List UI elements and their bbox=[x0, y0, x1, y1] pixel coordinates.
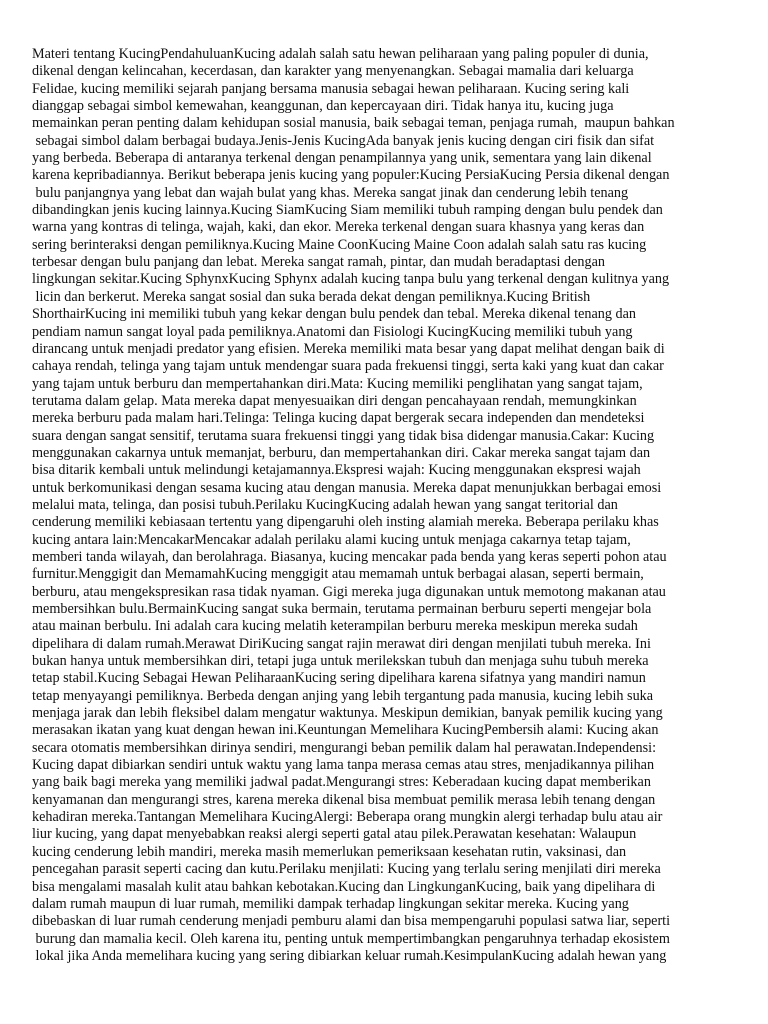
text-line: suara dengan sangat sensitif, terutama suara frekuensi tinggi yang tidak bisa didengar manusia.Cakar: Kucing bbox=[32, 427, 655, 444]
text-line: dirancang untuk menjadi predator yang efisien. Mereka memiliki mata besar yang dapat melihat dengan baik di bbox=[32, 340, 665, 357]
text-line: kehadiran mereka.Tantangan Memelihara KucingAlergi: Beberapa orang mungkin alergi terhadap bulu atau air bbox=[32, 809, 663, 826]
text-line: liur kucing, yang dapat menyebabkan reaksi alergi seperti gatal atau pilek.Perawatan kesehatan: Walaupun bbox=[32, 826, 637, 843]
text-line: memainkan peran penting dalam kehidupan sosial manusia, baik sebagai teman, penjaga rumah, maupun bahkan bbox=[32, 115, 675, 132]
text-line: kucing cenderung lebih mandiri, mereka masih memerlukan pemeriksaan kesehatan rutin, vaksinasi, dan bbox=[32, 843, 627, 860]
text-line: karena kepribadiannya. Berikut beberapa jenis kucing yang populer:Kucing PersiaKucing Persia dikenal dengan bbox=[32, 167, 670, 184]
text-line: tetap menyayangi pemiliknya. Berbeda dengan anjing yang lebih tergantung pada manusia, kucing lebih suka bbox=[32, 687, 654, 704]
text-line: cahaya rendah, telinga yang tajam untuk mendengar suara pada frekuensi tinggi, serta kaki yang kuat dan cakar bbox=[32, 358, 664, 375]
text-line: sering berinteraksi dengan pemiliknya.Kucing Maine CoonKucing Maine Coon adalah salah satu ras kucing bbox=[32, 236, 647, 253]
text-line: dalam rumah maupun di luar rumah, memiliki dampak terhadap lingkungan sekitar mereka. Kucing yang bbox=[32, 895, 629, 912]
text-line: bisa mengalami masalah kulit atau bahkan kebotakan.Kucing dan LingkunganKucing, baik yang dipelihara di bbox=[32, 878, 656, 895]
text-line: licin dan berkerut. Mereka sangat sosial dan suka berada dekat dengan pemiliknya.Kucing British bbox=[32, 288, 591, 305]
text-line: menjaga jarak dan lebih fleksibel dalam mengatur waktunya. Meskipun demikian, banyak pemilik kucing yang bbox=[32, 705, 663, 722]
text-line: memberi tanda wilayah, dan berolahraga. Biasanya, kucing mencakar pada benda yang keras seperti pohon atau bbox=[32, 548, 667, 565]
text-line: tetap stabil.Kucing Sebagai Hewan PeliharaanKucing sering dipelihara karena sifatnya yang mandiri namun bbox=[32, 670, 646, 687]
text-line: warna yang kontras di telinga, wajah, kaki, dan ekor. Mereka terkenal dengan suara khasnya yang keras dan bbox=[32, 219, 645, 236]
text-line: bukan hanya untuk membersihkan diri, tetapi juga untuk merilekskan tubuh dan menjaga suhu tubuh mereka bbox=[32, 653, 649, 670]
text-line: Felidae, kucing memiliki sejarah panjang bersama manusia sebagai hewan peliharaan. Kucing sering kali bbox=[32, 80, 630, 97]
text-line: atau mainan berbulu. Ini adalah cara kucing melatih keterampilan berburu mereka meskipun mereka sudah bbox=[32, 618, 638, 635]
text-line: yang baik bagi mereka yang memiliki jadwal padat.Mengurangi stres: Keberadaan kucing dapat memberikan bbox=[32, 774, 651, 791]
text-line: terbesar dengan bulu panjang dan lebat. Mereka sangat ramah, pintar, dan mudah beradaptasi dengan bbox=[32, 254, 606, 271]
text-line: furnitur.Menggigit dan MemamahKucing menggigit atau memamah untuk berbagai alasan, seperti bermain, bbox=[32, 566, 644, 583]
text-line: melalui mata, telinga, dan posisi tubuh.Perilaku KucingKucing adalah hewan yang sangat teritorial dan bbox=[32, 496, 618, 513]
text-line: Materi tentang KucingPendahuluanKucing adalah salah satu hewan peliharaan yang paling populer di dunia, bbox=[32, 46, 649, 62]
text-line: secara otomatis membersihkan dirinya sendiri, mengurangi beban pemilik dalam hal perawatan.Independensi: bbox=[32, 739, 657, 756]
text-line: dikenal dengan kelincahan, kecerdasan, dan karakter yang menyenangkan. Sebagai mamalia dari keluarga bbox=[32, 63, 634, 80]
text-line: membersihkan bulu.BermainKucing sangat suka bermain, terutama permainan berburu seperti mengejar bola bbox=[32, 601, 652, 617]
text-line: lokal jika Anda memelihara kucing yang sering dibiarkan keluar rumah.KesimpulanKucing adalah hewan yang bbox=[32, 947, 667, 964]
text-line: pencegahan parasit seperti cacing dan kutu.Perilaku menjilati: Kucing yang terlalu sering menjilati diri mereka bbox=[32, 861, 661, 878]
text-line: terutama dalam gelap. Mata mereka dapat menyesuaikan diri dengan pencahayaan rendah, memungkinkan bbox=[32, 392, 637, 409]
text-line: dipelihara di dalam rumah.Merawat DiriKucing sangat rajin merawat diri dengan menjilati tubuh mereka. Ini bbox=[32, 635, 651, 652]
text-line: Kucing dapat dibiarkan sendiri untuk waktu yang lama tanpa merasa cemas atau stres, menjadikannya pilihan bbox=[32, 757, 655, 774]
text-line: pendiam namun sangat loyal pada pemiliknya.Anatomi dan Fisiologi KucingKucing memiliki tubuh yang bbox=[32, 323, 633, 340]
text-line: menggunakan cakarnya untuk memanjat, berburu, dan mempertahankan diri. Cakar mereka sangat tajam dan bbox=[32, 444, 651, 461]
text-line: berburu, atau mengekspresikan rasa tidak nyaman. Gigi mereka juga digunakan untuk memotong makanan atau bbox=[32, 583, 666, 600]
text-line: burung dan mamalia kecil. Oleh karena itu, penting untuk mempertimbangkan pengaruhnya terhadap ekosistem bbox=[32, 930, 670, 947]
text-line: cenderung memiliki kebiasaan tertentu yang dipengaruhi oleh insting alamiah mereka. Beberapa perilaku khas bbox=[32, 514, 659, 531]
text-line: dibebaskan di luar rumah cenderung menjadi pemburu alami dan bisa mempengaruhi populasi satwa liar, seperti bbox=[32, 913, 671, 930]
text-line: yang tajam untuk berburu dan mempertahankan diri.Mata: Kucing memiliki penglihatan yang sangat tajam, bbox=[32, 375, 643, 392]
text-line: ShorthairKucing ini memiliki tubuh yang kekar dengan bulu pendek dan tebal. Mereka dikenal tenang dan bbox=[32, 306, 636, 323]
document-body bbox=[32, 46, 767, 965]
text-line: merasakan ikatan yang kuat dengan hewan ini.Keuntungan Memelihara KucingPembersih alami: Kucing akan bbox=[32, 722, 659, 739]
text-line: yang berbeda. Beberapa di antaranya terkenal dengan penampilannya yang unik, sementara yang lain dikenal bbox=[32, 150, 652, 167]
text-line: sebagai simbol dalam berbagai budaya.Jenis-Jenis KucingAda banyak jenis kucing dengan ciri fisik dan sifat bbox=[32, 132, 655, 149]
text-line: kenyamanan dan mengurangi stres, karena mereka dikenal bisa membuat pemilik merasa lebih tenang dengan bbox=[32, 791, 656, 808]
text-line: dibandingkan jenis kucing lainnya.Kucing SiamKucing Siam memiliki tubuh ramping dengan bulu pendek dan bbox=[32, 202, 663, 219]
text-line: untuk berkomunikasi dengan sesama kucing atau dengan manusia. Mereka dapat menunjukkan berbagai emosi bbox=[32, 479, 662, 496]
text-line: bisa ditarik kembali untuk melindungi ketajamannya.Ekspresi wajah: Kucing menggunakan ekspresi wajah bbox=[32, 462, 641, 479]
text-line: kucing antara lain:MencakarMencakar adalah perilaku alami kucing untuk menjaga cakarnya tetap tajam, bbox=[32, 531, 631, 548]
text-line: dianggap sebagai simbol kemewahan, keanggunan, dan kepercayaan diri. Tidak hanya itu, kucing juga bbox=[32, 98, 614, 115]
text-line: mereka berburu pada malam hari.Telinga: Telinga kucing dapat bergerak secara independen dan mendeteksi bbox=[32, 410, 645, 427]
text-line: lingkungan sekitar.Kucing SphynxKucing Sphynx adalah kucing tanpa bulu yang terkenal dengan kulitnya yang bbox=[32, 271, 670, 288]
text-line: bulu panjangnya yang lebat dan wajah bulat yang khas. Mereka sangat jinak dan cenderung lebih tenang bbox=[32, 184, 629, 201]
